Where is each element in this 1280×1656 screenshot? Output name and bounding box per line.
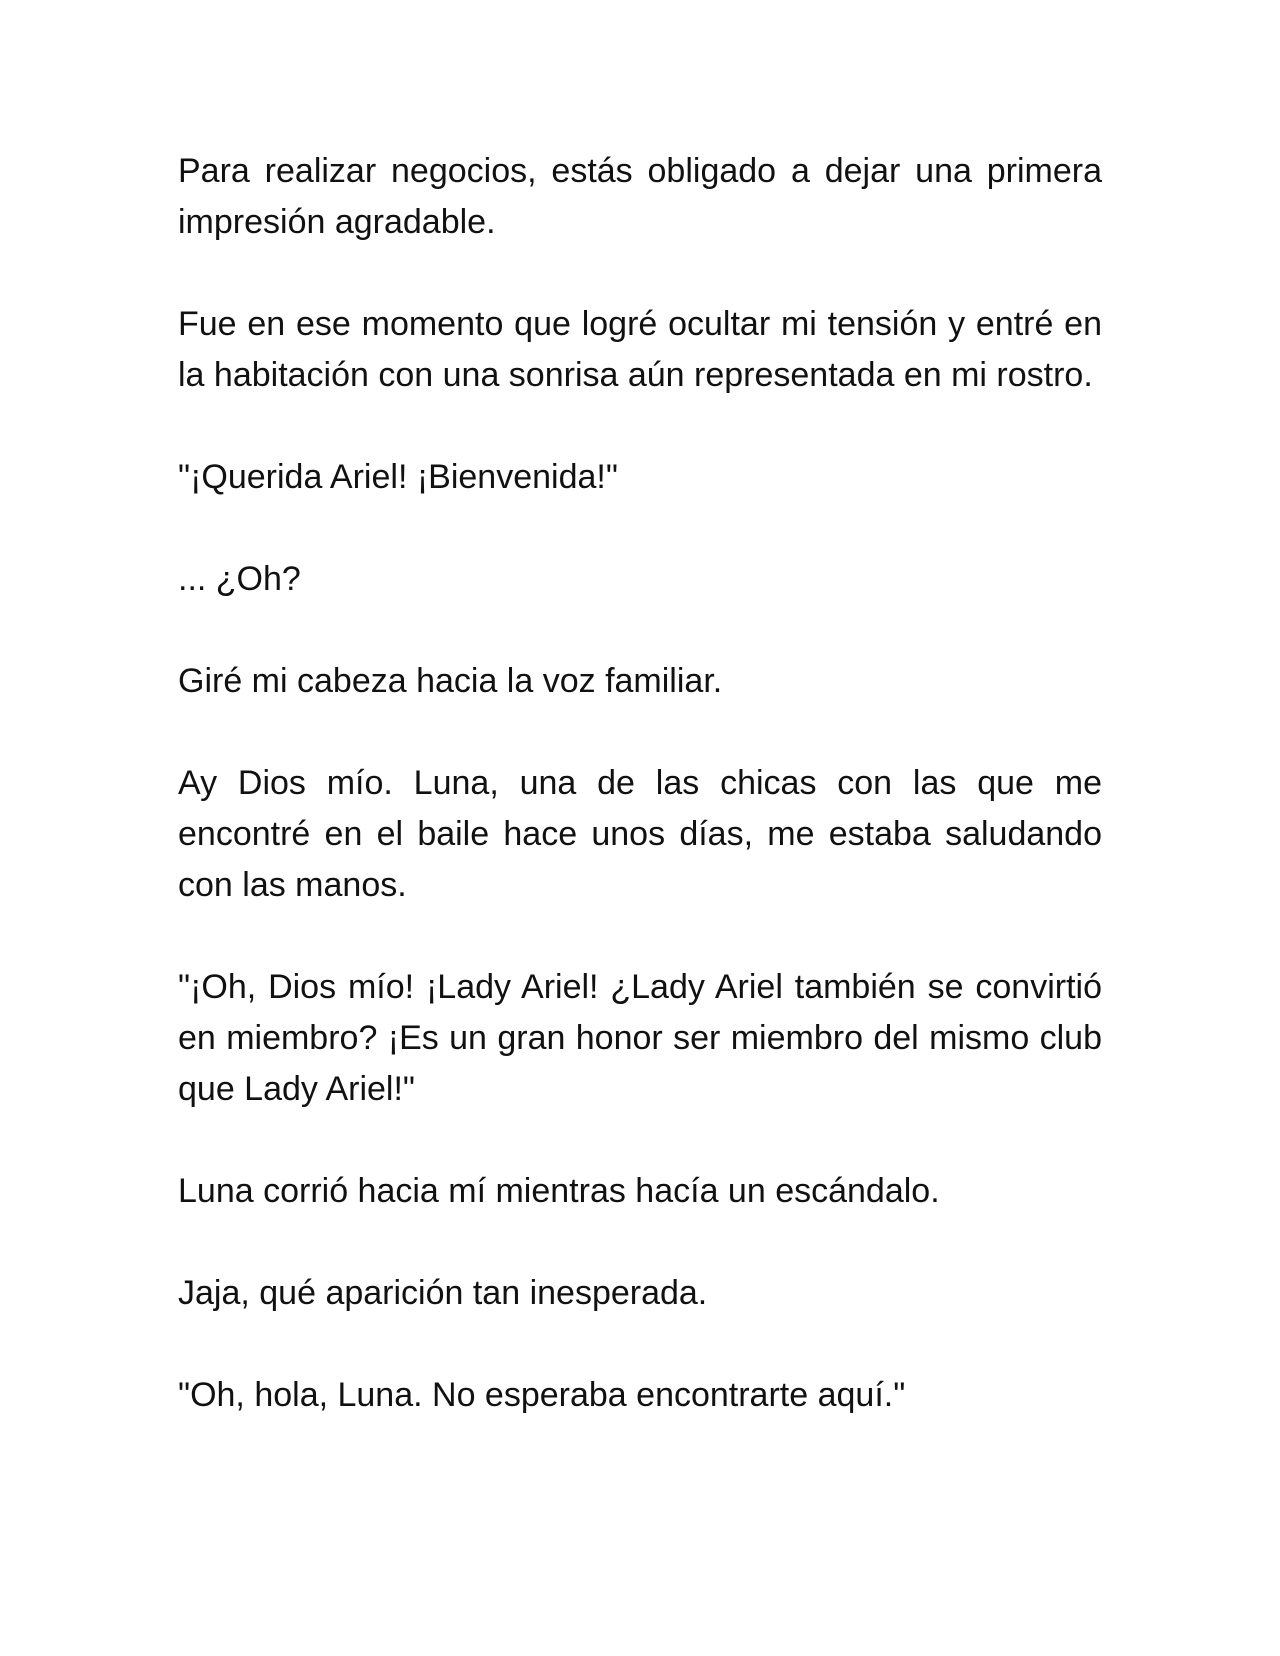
document-body: [178, 146, 1102, 1472]
paragraph: "¡Querida Ariel! ¡Bienvenida!": [178, 458, 618, 496]
paragraph: Fue en ese momento que logré ocultar mi tensión y entré en la habitación con una sonrisa aún representada en mi rostro.: [178, 305, 1102, 394]
paragraph: ... ¿Oh?: [178, 560, 301, 598]
paragraph: Jaja, qué aparición tan inesperada.: [178, 1274, 708, 1312]
paragraph: "Oh, hola, Luna. No esperaba encontrarte aquí.": [178, 1376, 906, 1414]
paragraph: Para realizar negocios, estás obligado a dejar una primera impresión agradable.: [178, 152, 1102, 241]
paragraph: Ay Dios mío. Luna, una de las chicas con las que me encontré en el baile hace unos días, me estaba saludando con las manos.: [178, 764, 1102, 904]
paragraph: Giré mi cabeza hacia la voz familiar.: [178, 662, 723, 700]
paragraph: Luna corrió hacia mí mientras hacía un escándalo.: [178, 1172, 940, 1210]
paragraph: "¡Oh, Dios mío! ¡Lady Ariel! ¿Lady Ariel también se convirtió en miembro? ¡Es un gran honor ser miembro del mismo club que Lady Ariel!": [178, 968, 1102, 1108]
